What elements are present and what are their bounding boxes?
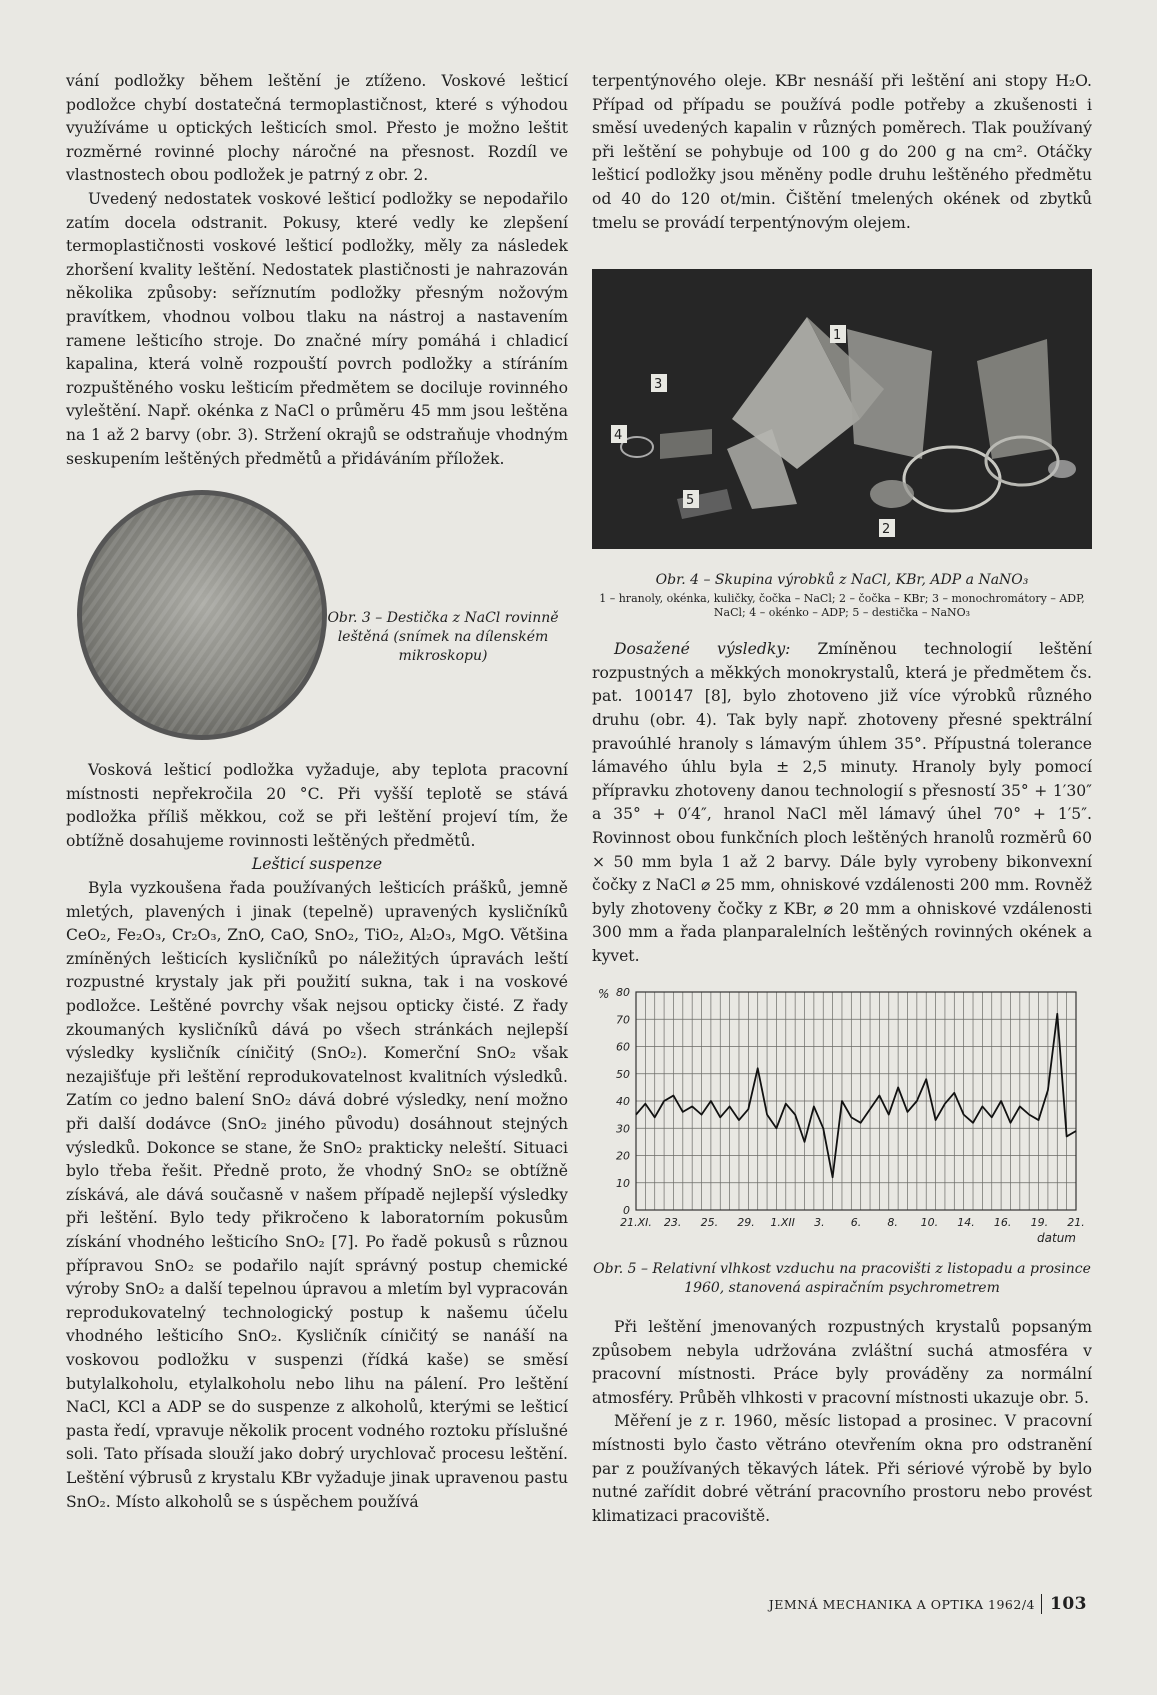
y-tick-label: 70 xyxy=(616,1013,630,1027)
page-footer xyxy=(769,1594,1087,1614)
x-tick-label: 19. xyxy=(1030,1216,1049,1230)
x-tick-label: 29. xyxy=(737,1216,755,1230)
x-axis-label: datum xyxy=(1037,1231,1076,1246)
x-tick-label: 16. xyxy=(993,1216,1012,1230)
y-tick-label: 50 xyxy=(616,1068,630,1082)
figure-3-caption: Obr. 3 – Destička z NaCl rovinně leštěná (snímek na dílenském mikroskopu) xyxy=(327,610,559,665)
results-lead: Dosažené výsledky: xyxy=(614,640,791,659)
humidity-chart xyxy=(592,978,1092,1250)
figure-3 xyxy=(66,487,568,749)
paragraph: Při leštění jmenovaných rozpustných krystalů popsaným způsobem nebyla udržována zvláštní suchá atmosféra v pracovní místnosti. Práce byly prováděny za normální atmosféry. Průběh vlhkosti v pracovní místnosti ukazuje obr. 5. xyxy=(592,1318,1092,1407)
x-tick-label: 23. xyxy=(663,1216,682,1230)
paragraph: vání podložky během leštění je ztíženo. Voskové lešticí podložce chybí dostatečná termoplastičnost, které s výhodou využíváme u optických lešticích smol. Přesto je možno leštit rozměrné rovinné plochy náročné na přesnost. Rozdíl ve vlastnostech obou podložek je patrný z obr. 2. xyxy=(66,72,568,185)
paragraph: terpentýnového oleje. KBr nesnáší při leštění ani stopy H₂O. Případ od případu se používá podle potřeby a zkušenosti i směsí uvedených kapalin v různých poměrech. Tlak používaný při leštění se pohybuje od 100 g do 200 g na cm². Otáčky lešticí podložky jsou měněny podle druhu leštěného předmětu od 40 do 120 ot/min. Čištění tmelených okének od zbytků tmelu se provádí terpentýnovým olejem. xyxy=(592,72,1092,232)
figure-5 xyxy=(592,978,1092,1298)
left-column xyxy=(66,70,568,1514)
paragraph: Vosková lešticí podložka vyžaduje, aby teplota pracovní místnosti nepřekročila 20 °C. Při vyšší teplotě se stává podložka příliš měkkou, což se při leštění projeví tím, že obtížně dosahujeme rovinnosti leštěných předmětů. xyxy=(66,761,568,850)
paragraph: Byla vyzkoušena řada používaných lešticích prášků, jemně mletých, plavených i jinak (tepelně) upravených kysličníků CeO₂, Fe₂O₃, Cr₂O₃, ZnO, CaO, SnO₂, TiO₂, Al₂O₃, MgO. Většina zmíněných lešticích kysličníků po náležitých úpravách leští rozpustné krystaly jak při použití sukna, tak i na voskové podložce. Leštěné povrchy však nejsou opticky čisté. Z řady zkoumaných kysličníků dává po všech stránkách nejlepší výsledky kysličník cíničitý (SnO₂). Komerční SnO₂ však nezajišťuje při leštění reprodukovatelnost kvalitních výsledků. Zatím co jedno balení SnO₂ dává dobré výsledky, není možno při další dodávce (SnO₂ jiného původu) dosáhnout stejných výsledků. Dokonce se stane, že SnO₂ prakticky neleští. Situaci bylo třeba řešit. Předně proto, že vhodný SnO₂ se obtížně získává, ale dává současně v našem případě nejlepší výsledky při leštění. Bylo tedy přikročeno k laboratorním pokusům získání vhodného lešticího SnO₂ [7]. Po řadě pokusů s různou přípravou SnO₂ se podařilo najít správný postup chemické výroby SnO₂ a další tepelnou úpravou a mletím byl vypracován reprodukovatelný technologický postup k našemu účelu vhodného lešticího SnO₂. Kysličník cíničitý se nanáší na voskovou podložku v suspenzi (řídká kaše) se směsí butylalkoholu, etylalkoholu nebo lihu na pálení. Pro leštění NaCl, KCl a ADP se do suspenze z alkoholů, kterými se lešticí pasta ředí, vpravuje několik procent vodného roztoku příslušné soli. Tato přísada slouží jako dobrý urychlovač procesu leštění. Leštění výbrusů z krystalu KBr vyžaduje jinak upravenou pastu SnO₂. Místo alkoholů se s úspěchem používá xyxy=(66,879,568,1511)
figure-4-legend: 1 – hranoly, okénka, kuličky, čočka – NaCl; 2 – čočka – KBr; 3 – monochromátory – ADP, NaCl; 4 – okénko – ADP; 5 – destička – NaNO₃ xyxy=(599,592,1085,620)
page-number: 103 xyxy=(1041,1594,1087,1614)
paragraph: Uvedený nedostatek voskové lešticí podložky se nepodařilo zatím docela odstranit. Pokusy, které vedly ke zlepšení termoplastičnosti voskové lešticí podložky, měly za následek zhoršení kvality leštění. Nedostatek plastičnosti je nahrazován několika způsoby: seříznutím podložky přesným nožovým pravítkem, vhodnou volbou tlaku na nástroj a nastavením ramene lešticího stroje. Do značné míry pomáhá i chladicí kapalina, která volně rozpouští povrch podložky a stíráním rozpuštěného vosku lešticím předmětem se dociluje rovinného vyleštění. Např. okénka z NaCl o průměru 45 mm jsou leštěna na 1 až 2 barvy (obr. 3). Stržení okrajů se odstraňuje vhodným seskupením leštěných předmětů a přidáváním příložek. xyxy=(66,189,568,468)
y-tick-label: 40 xyxy=(616,1095,630,1109)
y-tick-label: 80 xyxy=(616,986,630,1000)
crystal-products-image xyxy=(592,269,1092,549)
figure-4-label: 3 xyxy=(654,377,663,393)
figure-4-caption: Obr. 4 – Skupina výrobků z NaCl, KBr, ADP a NaNO₃ xyxy=(655,572,1029,589)
section-heading: Lešticí suspenze xyxy=(251,855,383,874)
results-text: Zmíněnou technologií leštění rozpustných a měkkých monokrystalů, která je předmětem čs. pat. 100147 [8], bylo zhotoveno již více výrobků různého druhu (obr. 4). Tak byly např. zhotoveny přesné spektrální pravoúhlé hranoly s lámavým úhlem 35°. Přípustná tolerance lámavého úhlu byla ± 2,5 minuty. Hranoly byly pomocí přípravku zhotoveny danou technologií s přesností 35° + 1′30″ a 35° + 0′4″, hranol NaCl měl lámavý úhel 70° + 1′5″. Rovinnost obou funkčních ploch leštěných hranolů rozměrů 60 × 50 mm byla 1 až 2 barvy. Dále byly vyrobeny bikonvexní čočky z NaCl ⌀ 25 mm, ohniskové vzdálenosti 200 mm. Rovněž byly zhotoveny čočky z KBr, ⌀ 20 mm a ohniskové vzdálenosti 300 mm a řada planparalelních leštěných rovinných okének a kyvet. xyxy=(592,640,1092,965)
y-axis-label: % xyxy=(598,987,610,1002)
y-tick-label: 20 xyxy=(616,1149,630,1163)
figure-4 xyxy=(592,269,1092,620)
x-tick-label: 1.XII xyxy=(770,1216,795,1230)
figure-4-label: 2 xyxy=(882,522,891,538)
figure-3-photo xyxy=(74,487,334,747)
figure-4-photo xyxy=(592,269,1092,549)
humidity-series-line xyxy=(636,1014,1076,1178)
y-tick-label: 60 xyxy=(616,1040,630,1054)
x-tick-label: 6. xyxy=(850,1216,862,1230)
figure-4-label: 5 xyxy=(686,493,695,509)
x-tick-label: 3. xyxy=(814,1216,825,1230)
x-tick-label: 25. xyxy=(700,1216,719,1230)
figure-4-label: 1 xyxy=(833,328,842,344)
paragraph: Měření je z r. 1960, měsíc listopad a prosinec. V pracovní místnosti bylo často větráno otevřením okna pro odstranění par z používaných těkavých látek. Při sériové výrobě by bylo nutné zařídit dobré větrání pracovního prostoru nebo provést klimatizaci pracoviště. xyxy=(592,1412,1092,1525)
x-tick-label: 14. xyxy=(957,1216,975,1230)
figure-5-caption: Obr. 5 – Relativní vlhkost vzduchu na pracovišti z listopadu a prosince 1960, stanovená aspiračním psychrometrem xyxy=(593,1261,1091,1297)
x-tick-label: 8. xyxy=(887,1216,898,1230)
x-tick-label: 21.XI. xyxy=(620,1216,652,1230)
figure-4-label: 4 xyxy=(614,428,623,444)
x-tick-label: 21. xyxy=(1067,1216,1085,1230)
y-tick-label: 0 xyxy=(623,1204,630,1218)
y-tick-label: 30 xyxy=(616,1122,630,1136)
x-tick-label: 10. xyxy=(920,1216,939,1230)
journal-name: JEMNÁ MECHANIKA A OPTIKA 1962/4 xyxy=(768,1597,1035,1612)
paragraph xyxy=(592,638,1092,968)
y-tick-label: 10 xyxy=(616,1177,630,1191)
right-column xyxy=(592,70,1092,1528)
